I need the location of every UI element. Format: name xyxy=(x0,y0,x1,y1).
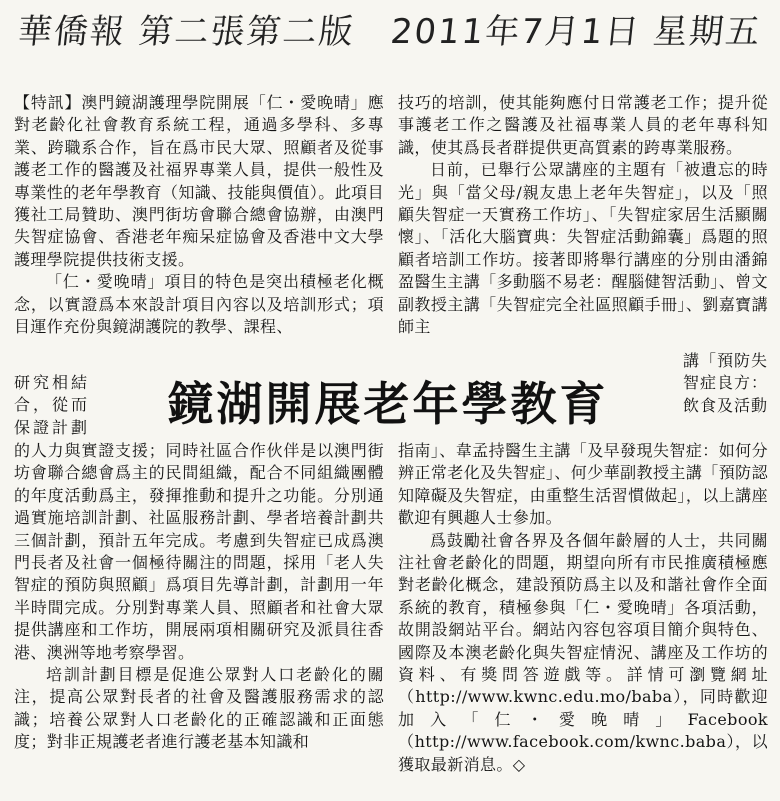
article-headline: 鏡湖開展老年學教育 xyxy=(167,377,609,431)
article-column-right-bottom xyxy=(398,440,768,776)
article-column-left-bottom xyxy=(14,440,384,754)
paragraph: 【特訊】澳門鏡湖護理學院開展「仁・愛晚晴」應對老齡化社會教育系統工程，通過多學科、多專業、跨職系合作，旨在爲市民大眾、照顧者及從事護老工作的醫護及社福界專業人員，提供一般性及專業性的老年學教育（知識、技能與價值）。此項目獲社工局贊助、澳門街坊會聯合總會協辦，由澳門失智症協會、香港老年痴呆症協會及香港中文大學護理學院提供技術支援。 xyxy=(14,93,384,269)
paragraph: 的人力與實證支援；同時社區合作伙伴是以澳門街坊會聯合總會爲主的民間組織，配合不同組織團體的年度活動爲主，發揮推動和提升之功能。分別通過實施培訓計劃、社區服務計劃、學者培養計劃共三個計劃，預計五年完成。考慮到失智症已成爲澳門長者及社會一個極待關注的問題，採用「老人失智症的預防與照顧」爲項目先導計劃，計劃用一年半時間完成。分別對專業人員、照顧者和社會大眾提供講座和工作坊，開展兩項相關研究及派員往香港、澳洲等地考察學習。 xyxy=(14,441,384,662)
paragraph: 技巧的培訓，使其能夠應付日常護老工作；提升從事護老工作之醫護及社福專業人員的老年專科知識，使其爲長者群提供更高質素的跨專業服務。 xyxy=(398,93,768,157)
paragraph: 爲鼓勵社會各界及各個年齡層的人士，共同關注社會老齡化的問題，期望向所有市民推廣積極應對老齡化概念，建設預防爲主以及和諧社會作全面系統的教育，積極參與「仁・愛晚晴」各項活動，故開設網站平台。網站內容包容項目簡介與特色、國際及本澳老齡化與失智症情況、講座及工作坊的資料、有獎問答遊戲等。詳情可瀏覽網址（http://www.kwnc.edu.mo/baba），同時歡迎加入「仁・愛晚晴」Facebook（http://www.facebook.com/kwnc.baba），以獲取最新消息。◇ xyxy=(398,530,768,774)
masthead-handwritten: 華僑報 第二張第二版 2011年7月1日 星期五 xyxy=(15,12,764,52)
article-column-left-top xyxy=(14,92,384,338)
paragraph: 培訓計劃目標是促進公眾對人口老齡化的關注，提高公眾對長者的社會及醫護服務需求的認識；培養公眾對人口老齡化的正確認識和正面態度；對非正規護老者進行護老基本知識和 xyxy=(14,665,384,752)
article-column-right-top xyxy=(398,92,768,338)
paragraph: 日前，已舉行公眾講座的主題有「被遺忘的時光」與「當父母/親友患上老年失智症」，以及「照顧失智症一天實務工作坊」、「失智症家居生活顯關懷」、「活化大腦寶典：失智症活動錦囊」爲題的照顧者培訓工作坊。接著即將舉行講座的分別由潘錦盈醫生主講「多動腦不易老：醒腦健智活動」、曾文副教授主講「失智症完全社區照顧手冊」、劉嘉寶講師主 xyxy=(398,160,768,337)
article-wrap-left: 研究相結合，從而保證計劃 xyxy=(14,373,91,437)
paragraph: 指南」、韋孟持醫生主講「及早發現失智症：如何分辨正常老化及失智症」、何少華副教授主講「預防認知障礙及失智症，由重整生活習慣做起」，以上講座歡迎有興趣人士參加。 xyxy=(398,441,768,528)
paragraph: 「仁・愛晚晴」項目的特色是突出積極老化概念，以實證爲本來設計項目內容以及培訓形式；項目運作充份與鏡湖護院的教學、課程、 xyxy=(14,272,384,337)
article-wrap-right: 講「預防失智症良方：飲食及活動 xyxy=(682,351,768,415)
